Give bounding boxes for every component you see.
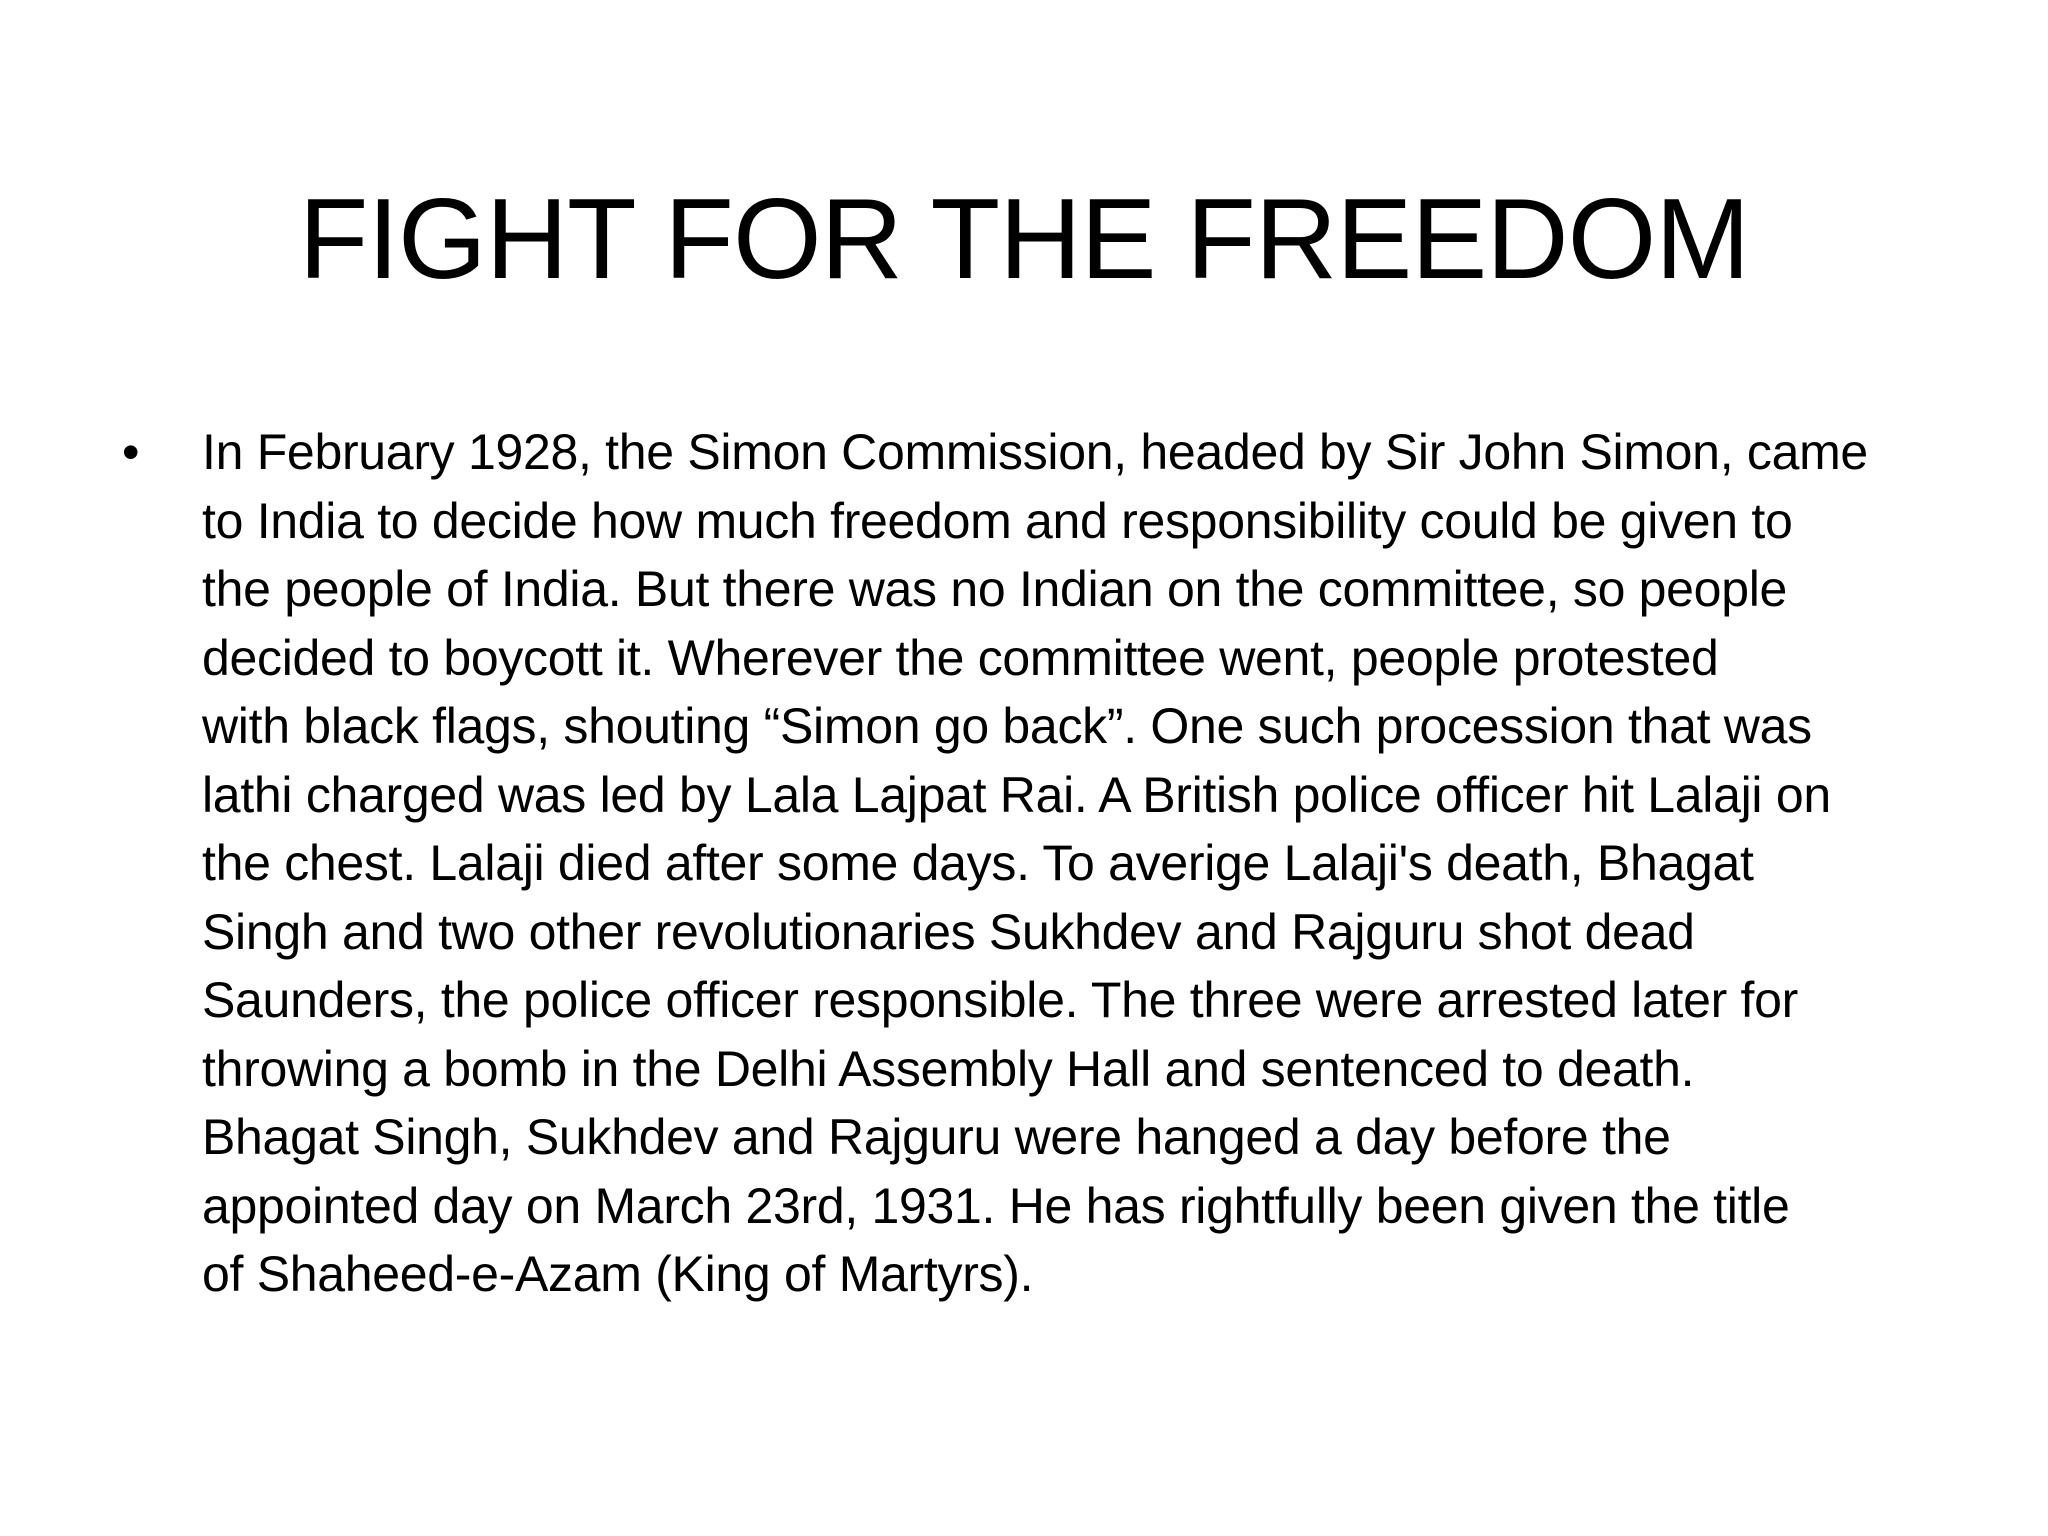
text-line: the people of India. But there was no Indian on the committee, so people <box>202 561 1788 617</box>
bullet-list <box>112 418 1962 1309</box>
bullet-item <box>112 418 1962 1309</box>
text-line: the chest. Lalaji died after some days. To averige Lalaji's death, Bhagat <box>202 835 1754 891</box>
text-line: to India to decide how much freedom and responsibility could be given to <box>202 492 1793 549</box>
text-line: In February 1928, the Simon Commission, headed by Sir John Simon, came <box>202 424 1868 480</box>
text-line: with black flags, shouting “Simon go back”. One such procession that was <box>202 698 1812 754</box>
bullet-text <box>202 418 1962 1309</box>
bullet-icon: • <box>122 424 140 480</box>
text-line: decided to boycott it. Wherever the committee went, people protested <box>202 629 1719 686</box>
text-line: appointed day on March 23rd, 1931. He has rightfully been given the title <box>202 1177 1790 1234</box>
text-line: of Shaheed-e-Azam (King of Martyrs). <box>202 1246 1034 1302</box>
text-line: Singh and two other revolutionaries Sukhdev and Rajguru shot dead <box>202 903 1695 960</box>
text-line: Saunders, the police officer responsible. The three were arrested later for <box>202 972 1798 1028</box>
text-line: throwing a bomb in the Delhi Assembly Hall and sentenced to death. <box>202 1040 1695 1097</box>
slide-title: FIGHT FOR THE FREEDOM <box>298 176 1750 303</box>
text-line: Bhagat Singh, Sukhdev and Rajguru were hanged a day before the <box>202 1109 1671 1165</box>
text-line: lathi charged was led by Lala Lajpat Rai. A British police officer hit Lalaji on <box>202 766 1831 823</box>
